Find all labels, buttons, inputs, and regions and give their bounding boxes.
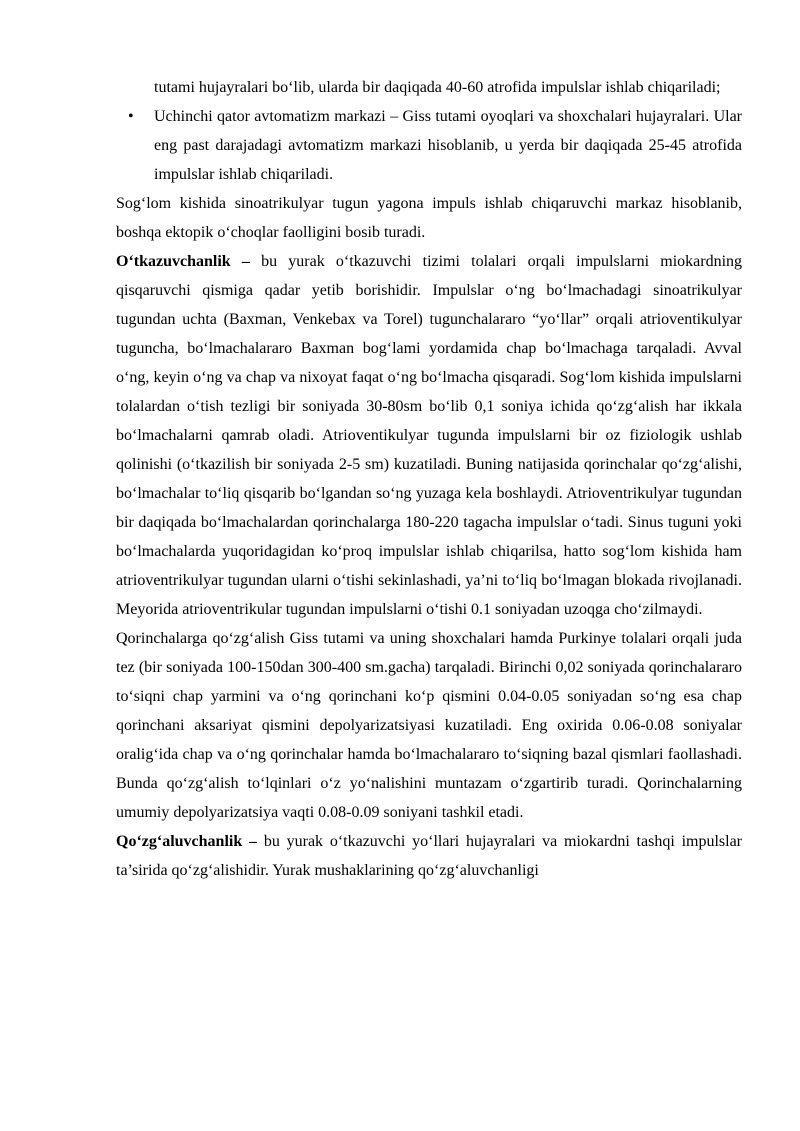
list-item [116,102,742,189]
list-item-text: Uchinchi qator avtomatizm markazi – Giss tutami oyoqlari va shoxchalari hujayralari. Ular eng past darajadagi avtomatizm markazi hisoblanib, u yerda bir daqiqada 25-45 atrofida impulslar ishlab chiqariladi. [154,108,742,183]
paragraph-text: bu yurak oʻtkazuvchi yoʻllari hujayralari va miokardni tashqi impulslar ta’sirida qoʻzgʻalishidir. Yurak mushaklarining qoʻzgʻaluvchanligi [116,833,742,879]
term-heading: Qoʻzgʻaluvchanlik – [116,833,258,850]
paragraph-conductivity [116,247,742,624]
term-heading: Oʻtkazuvchanlik – [116,253,250,270]
paragraph-text: bu yurak oʻtkazuvchi tizimi tolalari orqali impulslarni miokardning qisqaruvchi qismiga qadar yetib borishidir. Impulslar oʻng boʻlmachadagi sinoatrikulyar tugundan uchta (Baxman, Venkebax va Torel) tugunchalararo “yoʻllar” orqali atrioventikulyar tuguncha, boʻlmachalararo Baxman bogʻlami yordamida chap boʻlmachaga tarqaladi. Avval oʻng, keyin oʻng va chap va nixoyat faqat oʻng boʻlmacha qisqaradi. Sogʻlom kishida impulslarni tolalardan oʻtish tezligi bir soniyada 30-80sm boʻlib 0,1 soniya ichida qoʻzgʻalish har ikkala boʻlmachalarni qamrab oladi. Atrioventikulyar tugunda impulslarni bir oz fiziologik ushlab qolinishi (oʻtkazilish bir soniyada 2-5 sm) kuzatiladi. Buning natijasida qorinchalar qoʻzgʻalishi, boʻlmachalar toʻliq qisqarib boʻlgandan soʻng yuzaga kela boshlaydi. Atrioventrikulyar tugundan bir daqiqada boʻlmachalardan qorinchalarga 180-220 tagacha impulslar oʻtadi. Sinus tuguni yoki boʻlmachalarda yuqoridagidan koʻproq impulslar ishlab chiqarilsa, hatto sogʻlom kishida ham atrioventrikulyar tugundan ularni oʻtishi sekinlashadi, ya’ni toʻliq boʻlmagan blokada rivojlanadi. Meyorida atrioventrikular tugundan impulslarni oʻtishi 0.1 soniyadan uzoqga choʻzilmaydi. [116,253,743,618]
paragraph: Sogʻlom kishida sinoatrikulyar tugun yagona impuls ishlab chiqaruvchi markaz hisoblanib, boshqa ektopik oʻchoqlar faolligini bosib turadi. [116,195,742,241]
document-body [116,73,742,885]
paragraph-excitability [116,827,742,885]
bullet-icon: • [128,108,134,125]
paragraph: Qorinchalarga qoʻzgʻalish Giss tutami va uning shoxchalari hamda Purkinye tolalari orqali juda tez (bir soniyada 100-150dan 300-400 sm.gacha) tarqaladi. Birinchi 0,02 soniyada qorinchalararo toʻsiqni chap yarmini va oʻng qorinchani koʻp qismini 0.04-0.05 soniyadan soʻng esa chap qorinchani aksariyat qismini depolyarizatsiyasi kuzatiladi. Eng oxirida 0.06-0.08 soniyalar oraligʻida chap va oʻng qorinchalar hamda boʻlmachalararo toʻsiqning bazal qismlari faollashadi. Bunda qoʻzgʻalish toʻlqinlari oʻz yoʻnalishini muntazam oʻzgartirib turadi. Qorinchalarning umumiy depolyarizatsiya vaqti 0.08-0.09 soniyani tashkil etadi. [116,630,742,821]
list-item-continuation: tutami hujayralari boʻlib, ularda bir daqiqada 40-60 atrofida impulslar ishlab chiqariladi; [154,79,721,96]
